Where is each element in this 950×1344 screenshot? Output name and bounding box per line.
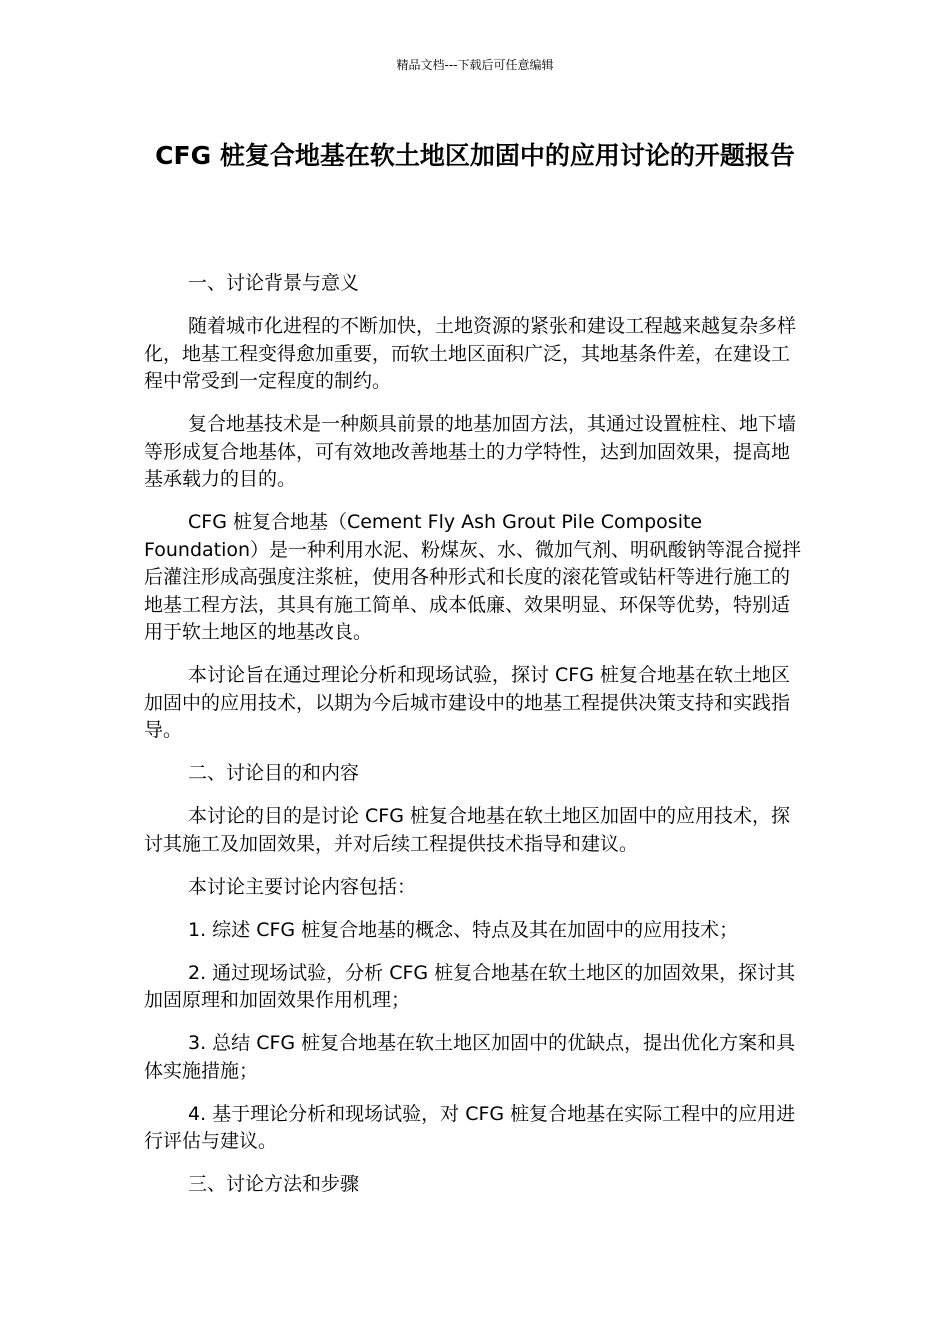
body-paragraph: 本讨论的目的是讨论 CFG 桩复合地基在软土地区加固中的应用技术，探讨其施工及加固效果，并对后续工程提供技术指导和建议。 <box>144 805 790 855</box>
body-paragraph: 本讨论主要讨论内容包括： <box>188 875 417 898</box>
section-heading-objectives: 二、讨论目的和内容 <box>188 762 360 784</box>
list-item: 3. 总结 CFG 桩复合地基在软土地区加固中的优缺点，提出优化方案和具体实施措施； <box>144 1032 796 1082</box>
body-paragraph: 复合地基技术是一种颇具前景的地基加固方法，其通过设置桩柱、地下墙等形成复合地基体，可有效地改善地基土的力学特性，达到加固效果，提高地基承载力的目的。 <box>144 413 797 490</box>
section-heading-background: 一、讨论背景与意义 <box>188 272 360 294</box>
body-paragraph: 随着城市化进程的不断加快，土地资源的紧张和建设工程越来越复杂多样化，地基工程变得愈加重要，而软土地区面积广泛，其地基条件差，在建设工程中常受到一定程度的制约。 <box>144 315 797 392</box>
section-heading-methods: 三、讨论方法和步骤 <box>188 1173 360 1195</box>
list-item: 1. 综述 CFG 桩复合地基的概念、特点及其在加固中的应用技术； <box>188 918 739 941</box>
body-paragraph: 本讨论旨在通过理论分析和现场试验，探讨 CFG 桩复合地基在软土地区加固中的应用技术，以期为今后城市建设中的地基工程提供决策支持和实践指导。 <box>144 664 791 741</box>
document-title: CFG 桩复合地基在软土地区加固中的应用讨论的开题报告 <box>155 141 795 170</box>
page-header: 精品文档---下载后可任意编辑 <box>396 58 554 72</box>
document-body <box>144 270 808 1214</box>
body-paragraph: CFG 桩复合地基（Cement Fly Ash Grout Pile Composite Foundation）是一种利用水泥、粉煤灰、水、微加气剂、明矾酸钠等混合搅拌后灌注形成高强度注浆桩，使用各种形式和长度的滚花管或钻杆等进行施工的地基工程方法，其具有施工简单、成本低廉、效果明显、环保等优势，特别适用于软土地区的地基改良。 <box>144 511 802 643</box>
list-item: 2. 通过现场试验，分析 CFG 桩复合地基在软土地区的加固效果，探讨其加固原理和加固效果作用机理； <box>144 961 796 1011</box>
list-item: 4. 基于理论分析和现场试验，对 CFG 桩复合地基在实际工程中的应用进行评估与建议。 <box>144 1102 796 1152</box>
